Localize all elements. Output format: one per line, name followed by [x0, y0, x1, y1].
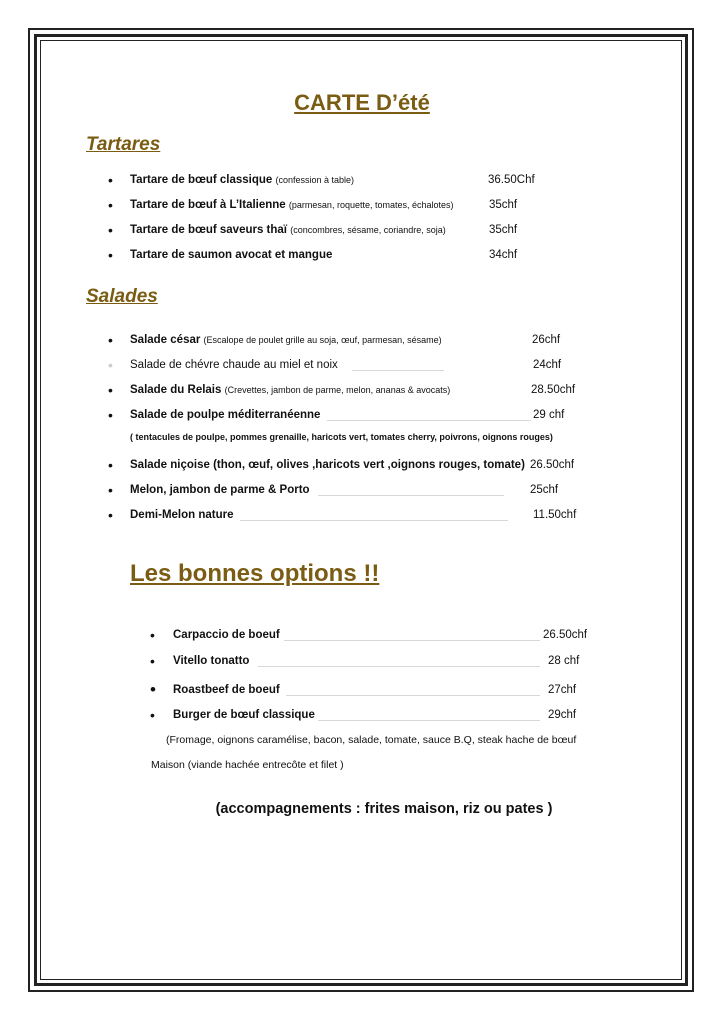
item-name: Tartare de saumon avocat et mangue	[130, 249, 333, 261]
item-name: Salade de chévre chaude au miel et noix	[130, 359, 338, 371]
item-name: Tartare de bœuf saveurs thaï (concombres, sésame, coriandre, soja)	[130, 224, 446, 236]
bullet: •	[108, 507, 113, 523]
menu-item	[0, 707, 724, 723]
bullet: •	[108, 197, 113, 213]
dotted-leader	[284, 640, 540, 641]
menu-item	[0, 172, 724, 188]
item-description: (Crevettes, jambon de parme, melon, ananas & avocats)	[224, 385, 451, 395]
menu-item	[0, 332, 724, 348]
item-price: 36.50Chf	[488, 174, 535, 186]
item-name: Salade césar (Escalope de poulet grille au soja, œuf, parmesan, sésame)	[130, 334, 442, 346]
section-heading-salades: Salades	[86, 286, 158, 307]
menu-item	[0, 682, 724, 698]
item-price: 26chf	[532, 334, 561, 346]
section-heading-options: Les bonnes options !!	[130, 560, 380, 587]
bullet: •	[108, 407, 113, 423]
poulpe-description: ( tentacules de poulpe, pommes grenaille, haricots vert, tomates cherry, poivrons, oignons rouges)	[130, 432, 553, 442]
item-price: 35chf	[489, 224, 518, 236]
item-name: Tartare de bœuf classique (confession à table)	[130, 174, 355, 186]
menu-item	[0, 627, 724, 643]
item-description: (parmesan, roquette, tomates, échalotes)	[288, 200, 454, 210]
item-name: Burger de bœuf classique	[173, 709, 315, 721]
dotted-leader	[286, 695, 540, 696]
item-description: (Escalope de poulet grille au soja, œuf, parmesan, sésame)	[203, 335, 442, 345]
bullet: •	[150, 653, 155, 669]
item-name: Carpaccio de boeuf	[173, 629, 280, 641]
item-name: Melon, jambon de parme & Porto	[130, 484, 310, 496]
item-price: 28 chf	[548, 655, 580, 667]
menu-item	[0, 457, 724, 473]
burger-description-line-2: Maison (viande hachée entrecôte et filet )	[151, 759, 344, 771]
dotted-leader	[318, 720, 540, 721]
bullet: •	[108, 457, 113, 473]
accompaniments-note: (accompagnements : frites maison, riz ou pates )	[215, 801, 553, 817]
dotted-leader	[327, 420, 531, 421]
item-price: 34chf	[489, 249, 518, 261]
bullet: •	[108, 332, 113, 348]
menu-item	[0, 482, 724, 498]
dotted-leader	[258, 666, 540, 667]
menu-title: CARTE D’été	[294, 90, 430, 115]
item-price: 26.50chf	[543, 629, 588, 641]
dotted-leader	[352, 370, 444, 371]
bullet: •	[150, 680, 156, 699]
item-name: Vitello tonatto	[173, 655, 250, 667]
section-heading-tartares: Tartares	[86, 134, 161, 155]
item-price: 29chf	[548, 709, 577, 721]
dotted-leader	[318, 495, 504, 496]
dotted-leader	[240, 520, 508, 521]
item-price: 11.50chf	[533, 509, 577, 521]
menu-item	[0, 407, 724, 423]
item-description: (concombres, sésame, coriandre, soja)	[290, 225, 446, 235]
bullet: •	[108, 382, 113, 398]
item-name: Roastbeef de boeuf	[173, 684, 280, 696]
item-price: 29 chf	[533, 409, 565, 421]
menu-item	[0, 653, 724, 669]
menu-item	[0, 222, 724, 238]
bullet: •	[108, 482, 113, 498]
item-name: Salade de poulpe méditerranéenne	[130, 409, 321, 421]
item-price: 24chf	[533, 359, 562, 371]
bullet: •	[108, 357, 113, 373]
item-name: Tartare de bœuf à L’Italienne (parmesan, roquette, tomates, échalotes)	[130, 199, 454, 211]
item-price: 27chf	[548, 684, 577, 696]
item-name: Salade niçoise (thon, œuf, olives ,haricots vert ,oignons rouges, tomate)	[130, 459, 525, 471]
menu-item	[0, 247, 724, 263]
menu-item	[0, 197, 724, 213]
item-name: Demi-Melon nature	[130, 509, 234, 521]
bullet: •	[108, 247, 113, 263]
menu-item	[0, 382, 724, 398]
burger-description-line-1: (Fromage, oignons caramélise, bacon, salade, tomate, sauce B.Q, steak hache de bœuf	[166, 734, 577, 746]
item-price: 28.50chf	[531, 384, 576, 396]
item-description: (confession à table)	[275, 175, 355, 185]
item-price: 25chf	[530, 484, 559, 496]
item-name: Salade du Relais (Crevettes, jambon de parme, melon, ananas & avocats)	[130, 384, 451, 396]
bullet: •	[150, 707, 155, 723]
bullet: •	[108, 222, 113, 238]
bullet: •	[108, 172, 113, 188]
item-price: 26.50chf	[530, 459, 575, 471]
bullet: •	[150, 627, 155, 643]
menu-item	[0, 357, 724, 373]
menu-item	[0, 507, 724, 523]
item-price: 35chf	[489, 199, 518, 211]
